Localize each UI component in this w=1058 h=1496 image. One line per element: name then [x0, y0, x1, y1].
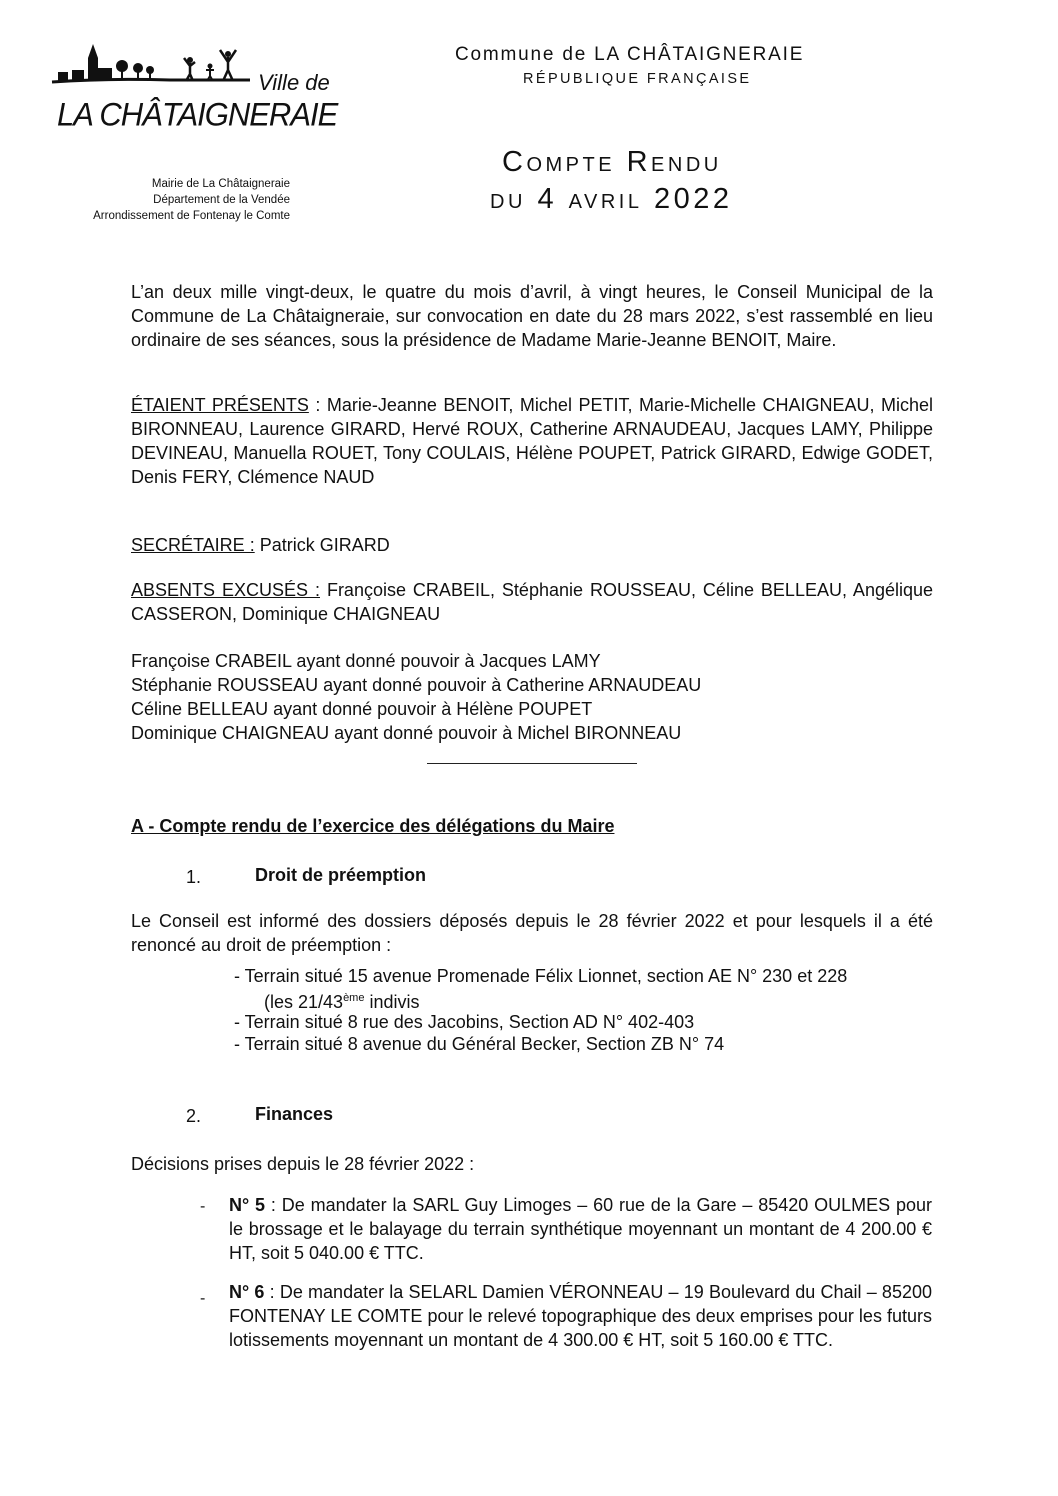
decision-bullet: -	[200, 1198, 206, 1215]
item-cont-sup: ème	[343, 992, 365, 1004]
preemption-item: - Terrain situé 8 rue des Jacobins, Section AD N° 402-403	[234, 1012, 695, 1032]
decision-text: : De mandater la SARL Guy Limoges – 60 rue de la Gare – 85420 OULMES pour le brossage et le balayage du terrain synthétique moyennant un montant de 4 200.00 € HT, soit 5 040.00 € TTC.	[229, 1195, 933, 1263]
separator-line	[427, 763, 637, 764]
section-2-title: Finances	[255, 1104, 334, 1124]
logo-ville-text: Ville de	[258, 70, 330, 95]
secretaire-label: SECRÉTAIRE :	[131, 535, 255, 555]
commune-heading: Commune de LA CHÂTAIGNERAIE	[455, 44, 805, 65]
section-a-heading: A - Compte rendu de l’exercice des délégations du Maire	[131, 816, 615, 836]
pouvoir-line: Stéphanie ROUSSEAU ayant donné pouvoir à Catherine ARNAUDEAU	[131, 675, 702, 695]
section-1-title: Droit de préemption	[255, 865, 427, 885]
mairie-line: Département de la Vendée	[153, 194, 290, 206]
decision-item	[229, 1280, 932, 1352]
decision-text: : De mandater la SELARL Damien VÉRONNEAU – 19 Boulevard du Chail – 85200 FONTENAY LE COMTE pour le relevé topographique des deux emprises pour les futurs lotissements moyennant un montant de 4 300.00 € HT, soit 5 160.00 € TTC.	[229, 1282, 932, 1350]
pouvoir-line: Dominique CHAIGNEAU ayant donné pouvoir à Michel BIRONNEAU	[131, 723, 682, 743]
decision-number: N° 5	[229, 1195, 266, 1215]
item-cont-text: (les 21/43	[264, 992, 344, 1012]
presents-list: : Marie-Jeanne BENOIT, Michel PETIT, Marie-Michelle CHAIGNEAU, Michel BIRONNEAU, Laurence GIRARD, Hervé ROUX, Catherine ARNAUDEAU, Jacques LAMY, Philippe DEVINEAU, Manuella ROUET, Tony COULAIS, Hélène POUPET, Patrick GIRARD, Edwige GODET, Denis FERY, Clémence NAUD	[131, 395, 933, 487]
preemption-item: - Terrain situé 15 avenue Promenade Félix Lionnet, section AE N° 230 et 228	[234, 966, 848, 986]
item-cont-text-2: indivis	[364, 992, 420, 1012]
village-logo-icon	[50, 40, 250, 98]
logo-town-name: LA CHÂTAIGNERAIE	[57, 96, 338, 133]
document-title: Compte Rendu	[502, 146, 722, 178]
republique-heading: RÉPUBLIQUE FRANÇAISE	[523, 71, 752, 87]
secretaire-name: Patrick GIRARD	[254, 535, 390, 555]
absents-label: ABSENTS EXCUSÉS :	[131, 580, 320, 600]
preemption-item: - Terrain situé 8 avenue du Général Becker, Section ZB N° 74	[234, 1034, 725, 1054]
pouvoir-line: Françoise CRABEIL ayant donné pouvoir à Jacques LAMY	[131, 651, 601, 671]
absents-paragraph	[131, 578, 933, 626]
decision-number: N° 6	[229, 1282, 265, 1302]
document-date: du 4 avril 2022	[490, 183, 733, 215]
pouvoir-line: Céline BELLEAU ayant donné pouvoir à Hélène POUPET	[131, 699, 593, 719]
mairie-address	[40, 176, 290, 224]
presents-paragraph	[131, 393, 933, 489]
mairie-line: Mairie de La Châtaigneraie	[151, 178, 290, 190]
section-1-intro: Le Conseil est informé des dossiers déposés depuis le 28 février 2022 et pour lesquels il a été renoncé au droit de préemption :	[131, 911, 933, 955]
absents-list: Françoise CRABEIL, Stéphanie ROUSSEAU, Céline BELLEAU, Angélique CASSERON, Dominique CHAIGNEAU	[131, 580, 934, 624]
secretaire-line	[131, 533, 390, 557]
decision-bullet: -	[200, 1290, 206, 1307]
section-2-number: 2.	[186, 1106, 202, 1126]
intro-paragraph: L’an deux mille vingt-deux, le quatre du mois d’avril, à vingt heures, le Conseil Municipal de la Commune de La Châtaigneraie, sur convocation en date du 28 mars 2022, s’est rassemblé en lieu ordinaire de ses séances, sous la présidence de Madame Marie-Jeanne BENOIT, Maire.	[131, 282, 933, 350]
section-2-intro: Décisions prises depuis le 28 février 2022 :	[131, 1154, 475, 1174]
decision-item	[229, 1193, 932, 1265]
section-1-number: 1.	[186, 867, 202, 887]
mairie-line: Arrondissement de Fontenay le Comte	[93, 210, 290, 222]
presents-label: ÉTAIENT PRÉSENTS	[131, 395, 309, 415]
